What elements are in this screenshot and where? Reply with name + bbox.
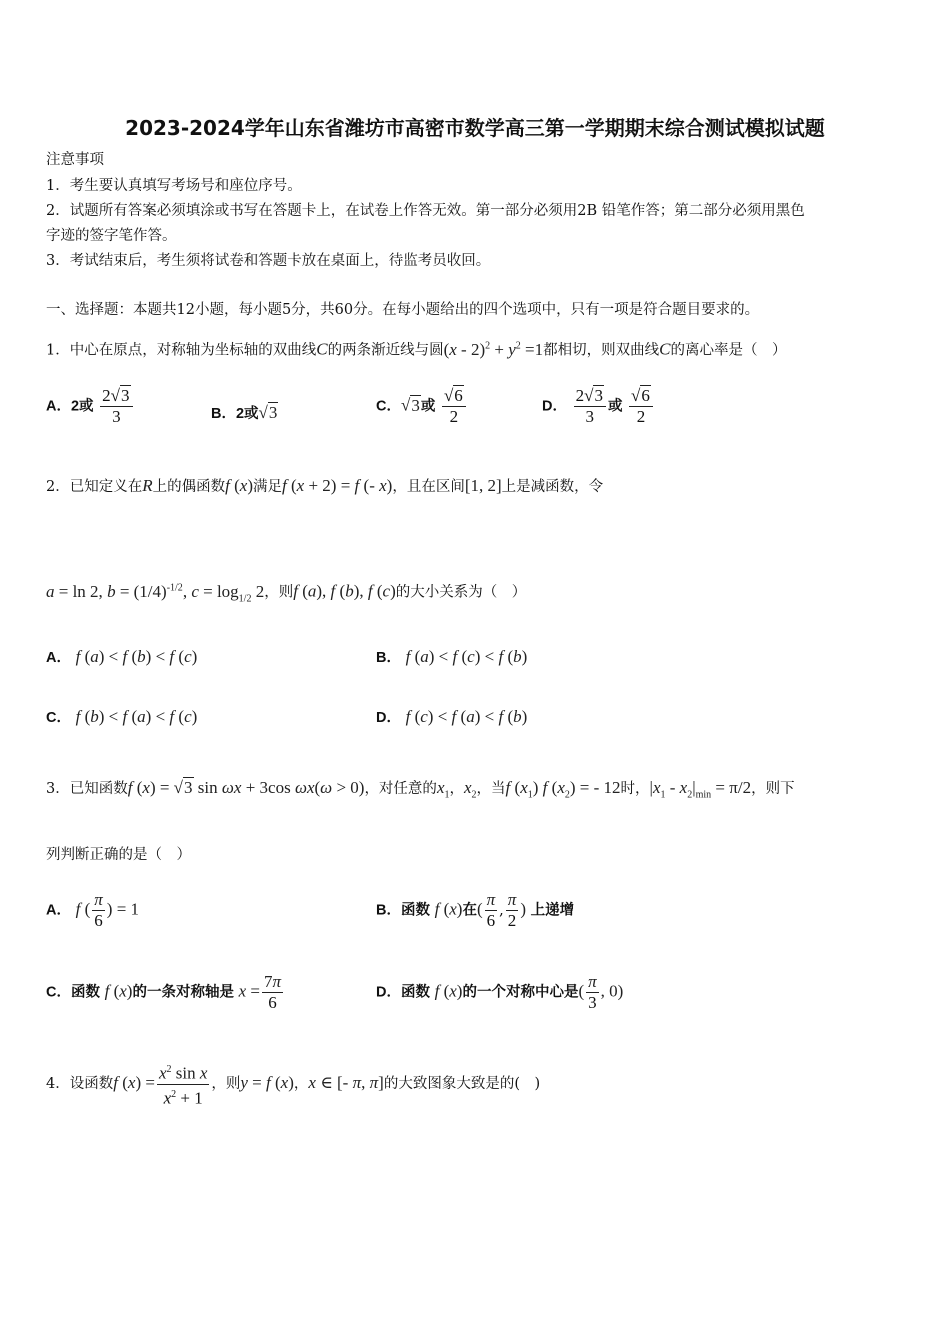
- q3-option-c[interactable]: C．函数 f (x)的一条对称轴是 x = $\frac{7\pi}{6}$: [46, 972, 281, 1012]
- q3-option-b[interactable]: B．函数 f (x)在( $\frac{\pi}{6}$ , $\frac{\pi}{2}$ ) 上递增: [376, 890, 575, 930]
- q3-option-d[interactable]: D．函数 f (x)的一个对称中心是( $\frac{\pi}{3}$ , 0): [376, 972, 624, 1012]
- q1-option-d[interactable]: D． $\frac{2√3}{3}$ 或 $\frac{√6}{2}$: [542, 386, 655, 427]
- q1-option-a[interactable]: A．2或 $\frac{2√3}{3}$: [46, 386, 135, 427]
- question-2-cont: a = ln 2, $b = (1/4)^{-1/2}$, $c = \log_{1/2} 2$，则f (a), f (b), f (c)的大小关系为（ ）: [46, 581, 527, 605]
- q1-option-c[interactable]: C．√3或 $\frac{√6}{2}$: [376, 386, 468, 427]
- exam-title: 2023-2024学年山东省潍坊市高密市数学高三第一学期期末综合测试模拟试题: [125, 116, 825, 140]
- notice-item-2-cont: 字迹的签字笔作答。: [46, 228, 177, 244]
- q2-option-a[interactable]: A． f (a) < f (b) < f (c): [46, 647, 198, 666]
- question-2: 2．已知定义在R上的偶函数f (x)满足f (x + 2) = f (- x)，且在区间[1, 2]上是减函数，令: [46, 476, 604, 495]
- question-4: 4．设函数f (x) = $\frac{x^2 \sin x}{x^2 + 1}$ ，则y = f (x)，x ∈ [- π, π]的大致图象大致是的( ): [46, 1060, 540, 1108]
- notice-item-3: 3．考试结束后，考生须将试卷和答题卡放在桌面上，待监考员收回。: [46, 253, 491, 269]
- q3-option-a[interactable]: A． f ( $\frac{\pi}{6}$ ) = 1: [46, 890, 140, 930]
- notice-item-1: 1．考生要认真填写考场号和座位序号。: [46, 178, 302, 194]
- question-3: 3．已知函数f (x) = √3 sin ωx + 3cos ωx(ω > 0)，对任意的$x_1$，$x_2$，当f $(x_1)$ f $(x_2)$ = - 12时，$|x_1 - x_2|_{min} = \pi/2$，则下: [46, 778, 795, 801]
- question-3-cont: 列判断正确的是（ ）: [46, 847, 191, 863]
- notice-heading: 注意事项: [46, 152, 104, 168]
- q1-option-b[interactable]: B．2或√3: [211, 403, 278, 422]
- q2-option-d[interactable]: D． f (c) < f (a) < f (b): [376, 707, 528, 726]
- section-heading: 一、选择题：本题共12小题，每小题5分，共60分。在每小题给出的四个选项中，只有一项是符合题目要求的。: [46, 302, 760, 318]
- question-1: 1．中心在原点，对称轴为坐标轴的双曲线C的两条渐近线与圆$(x - 2)^2 + y^2 =1$都相切，则双曲线C的离心率是（ ）: [46, 339, 787, 359]
- q2-option-c[interactable]: C． f (b) < f (a) < f (c): [46, 707, 198, 726]
- notice-item-2: 2．试题所有答案必须填涂或书写在答题卡上，在试卷上作答无效。第一部分必须用2B 铅笔作答；第二部分必须用黑色: [46, 203, 805, 219]
- q2-option-b[interactable]: B． f (a) < f (c) < f (b): [376, 647, 528, 666]
